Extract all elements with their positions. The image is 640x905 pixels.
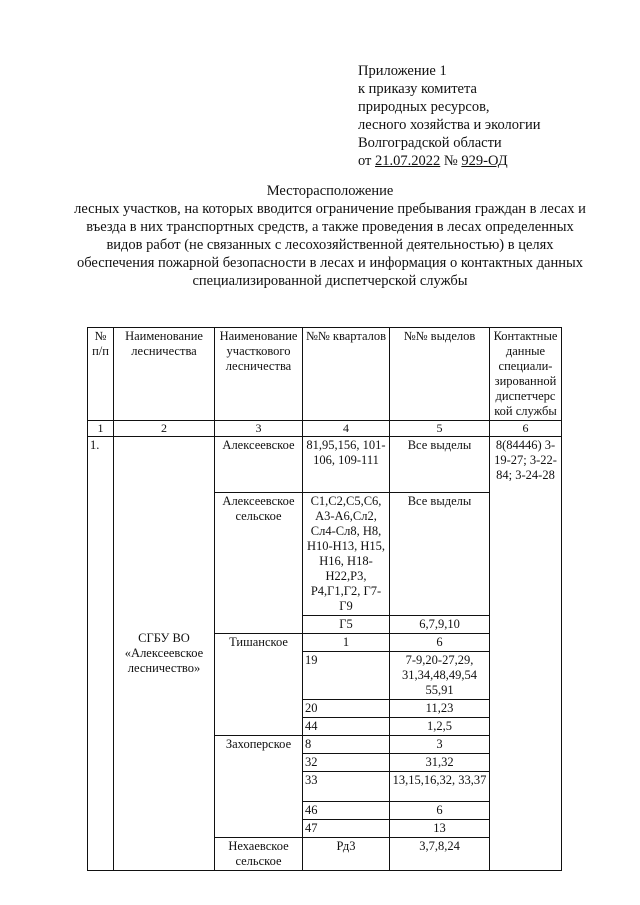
number-prefix: № <box>440 153 462 169</box>
header-cell: №№ выделов <box>390 328 490 421</box>
district-name: Нехаевское сельское <box>215 838 303 871</box>
column-number: 1 <box>88 421 114 437</box>
appendix-line: Приложение 1 <box>358 63 447 79</box>
table-header-row <box>88 328 562 421</box>
forestry-name: СГБУ ВО «Алексеевское лесничество» <box>114 437 215 871</box>
district-name: Алексеевское сельское <box>215 493 303 634</box>
header-cell: Наименование лесничества <box>114 328 215 421</box>
quarters-cell: Г5 <box>303 616 390 634</box>
column-number: 3 <box>215 421 303 437</box>
quarters-cell: 8 <box>303 736 390 754</box>
quarters-cell: 81,95,156, 101-106, 109-111 <box>303 437 390 493</box>
table-row <box>88 437 562 493</box>
contacts-cell: 8(84446) 3-19-27; 3-22-84; 3-24-28 <box>490 437 562 871</box>
appendix-date-line <box>358 152 540 170</box>
header-cell: Контактные данные специали-зированной диспетчерс кой службы <box>490 328 562 421</box>
allotments-cell: 1,2,5 <box>390 718 490 736</box>
title-body: лесных участков, на которых вводится ограничение пребывания граждан в лесах и въезда в них транспортных средств, а также проведения в лесах определенных видов работ (не связанных с лесохозяйственной деятельностью) в целях обеспечения пожарной безопасности в лесах и информация о контактных данных специализированной диспетчерской службы <box>74 201 586 289</box>
date-prefix: от <box>358 153 376 169</box>
allotments-cell: 13 <box>390 820 490 838</box>
document-title <box>68 182 592 290</box>
quarters-cell: Рд3 <box>303 838 390 871</box>
order-number: 929-ОД <box>461 153 508 169</box>
appendix-line: к приказу комитета <box>358 81 477 97</box>
allotments-cell: 6 <box>390 802 490 820</box>
allotments-cell: Все выделы <box>390 493 490 616</box>
district-name: Тишанское <box>215 634 303 736</box>
order-date: 21.07.2022 <box>375 153 441 169</box>
quarters-cell: 1 <box>303 634 390 652</box>
title-heading: Месторасположение <box>266 183 394 199</box>
allotments-cell: 11,23 <box>390 700 490 718</box>
allotments-cell: 7-9,20-27,29, 31,34,48,49,54 55,91 <box>390 652 490 700</box>
allotments-cell: Все выделы <box>390 437 490 493</box>
quarters-cell: 20 <box>303 700 390 718</box>
header-cell: №№ кварталов <box>303 328 390 421</box>
allotments-cell: 31,32 <box>390 754 490 772</box>
header-cell: Наименование участкового лесничества <box>215 328 303 421</box>
quarters-cell: 32 <box>303 754 390 772</box>
quarters-cell: 33 <box>303 772 390 802</box>
allotments-cell: 6 <box>390 634 490 652</box>
column-number: 4 <box>303 421 390 437</box>
quarters-cell: 44 <box>303 718 390 736</box>
column-number: 2 <box>114 421 215 437</box>
column-number: 5 <box>390 421 490 437</box>
appendix-line: природных ресурсов, <box>358 99 490 115</box>
allotments-cell: 3,7,8,24 <box>390 838 490 871</box>
forest-plots-table <box>87 327 562 871</box>
column-number-row <box>88 421 562 437</box>
quarters-cell: С1,С2,С5,С6, А3-А6,Сл2, Сл4-Сл8, Н8, Н10-Н13, Н15, Н16, Н18-Н22,Р3, Р4,Г1,Г2, Г7-Г9 <box>303 493 390 616</box>
allotments-cell: 3 <box>390 736 490 754</box>
appendix-line: лесного хозяйства и экологии <box>358 117 541 133</box>
column-number: 6 <box>490 421 562 437</box>
row-number: 1. <box>88 437 114 871</box>
district-name: Захоперское <box>215 736 303 838</box>
quarters-cell: 19 <box>303 652 390 700</box>
quarters-cell: 47 <box>303 820 390 838</box>
district-name: Алексеевское <box>215 437 303 493</box>
allotments-cell: 13,15,16,32, 33,37 <box>390 772 490 802</box>
quarters-cell: 46 <box>303 802 390 820</box>
allotments-cell: 6,7,9,10 <box>390 616 490 634</box>
appendix-line: Волгоградской области <box>358 135 502 151</box>
appendix-block <box>358 62 540 170</box>
header-cell: № п/п <box>88 328 114 421</box>
